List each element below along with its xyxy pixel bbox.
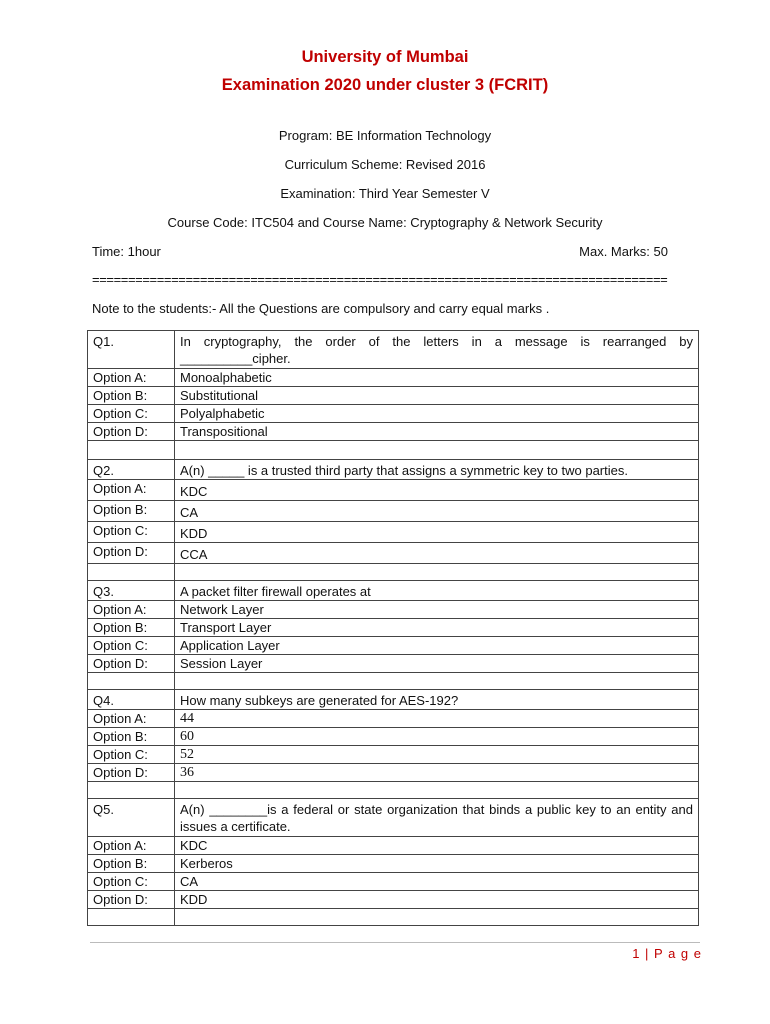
option-label: Option C: [88,873,175,891]
time-label: Time: 1hour [92,244,161,259]
option-row [88,710,699,728]
option-label: Option A: [88,369,175,387]
option-value: Kerberos [175,855,699,873]
option-value: Application Layer [175,637,699,655]
option-label: Option C: [88,637,175,655]
option-row [88,369,699,387]
option-value: KDC [175,480,699,501]
option-label: Option A: [88,710,175,728]
option-value: Substitutional [175,387,699,405]
questions-table [87,330,699,926]
question-number: Q2. [88,460,175,480]
option-label: Option B: [88,619,175,637]
question-number: Q3. [88,581,175,601]
question-text: A(n) _____ is a trusted third party that assigns a symmetric key to two parties. [175,460,699,480]
option-row [88,501,699,522]
option-label: Option D: [88,543,175,564]
option-label: Option A: [88,480,175,501]
question-text: A(n) ________is a federal or state organization that binds a public key to an entity and issues a certificate. [175,799,699,837]
option-value: 36 [175,764,699,782]
option-label: Option B: [88,387,175,405]
question-text: In cryptography, the order of the letters in a message is rearranged by __________cipher. [175,331,699,369]
option-value: 44 [175,710,699,728]
option-row [88,522,699,543]
note-line: Note to the students:- All the Questions are compulsory and carry equal marks . [92,301,550,316]
question-number: Q1. [88,331,175,369]
option-value: KDD [175,891,699,909]
page-number: 1 | P a g e [632,946,702,961]
question-text: A packet filter firewall operates at [175,581,699,601]
spacer-row [88,673,699,690]
option-row [88,423,699,441]
option-row [88,601,699,619]
spacer-row [88,909,699,926]
spacer-row [88,441,699,460]
option-label: Option B: [88,501,175,522]
option-value: Network Layer [175,601,699,619]
option-value: CA [175,873,699,891]
option-row [88,543,699,564]
spacer-row [88,564,699,581]
university-title: University of Mumbai [301,48,469,66]
spacer-row [88,782,699,799]
option-value: Polyalphabetic [175,405,699,423]
option-row [88,855,699,873]
option-value: Transpositional [175,423,699,441]
option-label: Option B: [88,855,175,873]
option-label: Option D: [88,655,175,673]
option-row [88,764,699,782]
question-row [88,581,699,601]
option-row [88,387,699,405]
option-label: Option C: [88,746,175,764]
examination-line: Examination: Third Year Semester V [280,186,490,201]
option-row [88,873,699,891]
exam-title: Examination 2020 under cluster 3 (FCRIT) [221,76,549,94]
option-row [88,655,699,673]
option-value: 60 [175,728,699,746]
option-row [88,891,699,909]
max-marks-label: Max. Marks: 50 [579,244,668,259]
option-row [88,480,699,501]
option-row [88,837,699,855]
option-label: Option C: [88,405,175,423]
question-number: Q4. [88,690,175,710]
question-row [88,460,699,480]
option-label: Option D: [88,423,175,441]
option-row [88,405,699,423]
option-label: Option B: [88,728,175,746]
footer-divider [90,942,700,943]
option-value: CCA [175,543,699,564]
option-label: Option A: [88,837,175,855]
option-row [88,728,699,746]
option-label: Option D: [88,891,175,909]
question-row [88,331,699,369]
option-value: Transport Layer [175,619,699,637]
question-row [88,799,699,837]
option-row [88,746,699,764]
option-label: Option A: [88,601,175,619]
program-line: Program: BE Information Technology [278,128,492,143]
question-number: Q5. [88,799,175,837]
option-label: Option C: [88,522,175,543]
separator-line: ================================================================================ [92,272,668,287]
scheme-line: Curriculum Scheme: Revised 2016 [284,157,486,172]
option-label: Option D: [88,764,175,782]
option-value: Monoalphabetic [175,369,699,387]
option-value: KDC [175,837,699,855]
option-row [88,637,699,655]
course-line: Course Code: ITC504 and Course Name: Cryptography & Network Security [167,215,603,230]
question-text: How many subkeys are generated for AES-192? [175,690,699,710]
option-value: 52 [175,746,699,764]
time-marks-row [92,244,696,259]
option-value: CA [175,501,699,522]
option-row [88,619,699,637]
option-value: Session Layer [175,655,699,673]
option-value: KDD [175,522,699,543]
question-row [88,690,699,710]
